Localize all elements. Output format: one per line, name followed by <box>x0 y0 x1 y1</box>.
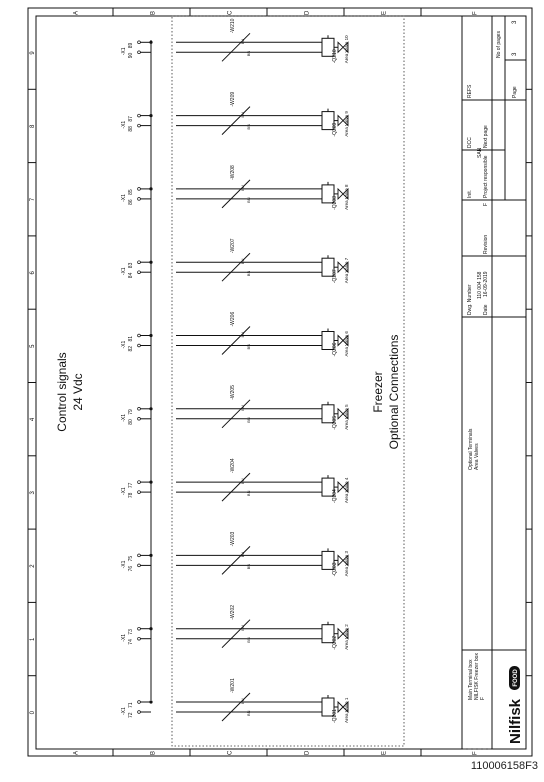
terminal-number-bottom: 78 <box>128 492 134 499</box>
cable-label: -W210 <box>230 18 236 34</box>
row-label-bottom-a: A <box>73 750 80 755</box>
valve-circuit-3 <box>121 531 349 576</box>
cable-label-wrap <box>230 165 236 180</box>
terminal-number-bottom-wrap <box>128 53 134 59</box>
terminal-number-bottom-wrap <box>128 126 134 132</box>
terminal-number-top: 87 <box>128 116 134 122</box>
valve-area-label: Area Valve 9 <box>344 111 349 137</box>
valve-circuit-2 <box>121 605 349 650</box>
wire-label-bn: BN <box>246 563 251 570</box>
main-box-line3: F <box>480 696 486 700</box>
valve-circuit-5 <box>121 385 349 430</box>
terminal-number-bottom: 76 <box>128 565 134 572</box>
terminal-number-bottom-wrap <box>128 346 134 352</box>
valve-tag: -Q206 <box>332 342 338 357</box>
terminal-bottom <box>138 271 141 274</box>
terminal-number-bottom: 74 <box>128 639 134 645</box>
cable-label: -W209 <box>230 91 236 107</box>
bus-junction-dot <box>149 627 152 630</box>
col-label-4-wrap <box>30 417 36 421</box>
terminal-strip-label: -X1 <box>121 414 127 422</box>
terminal-number-bottom: 90 <box>128 52 134 59</box>
terminal-number-top-wrap <box>128 189 134 195</box>
row-label-top-b: B <box>150 10 157 15</box>
row-label-top-d: D <box>304 10 311 15</box>
row-label-bottom-e: E <box>381 750 388 755</box>
valve-circuit-8 <box>121 165 349 210</box>
valve-tag: -Q205 <box>332 415 338 430</box>
valve-area-label: Area Valve 8 <box>344 184 349 210</box>
valve-tag-wrap <box>332 709 338 723</box>
terminal-number-bottom-wrap <box>128 272 134 278</box>
terminal-bottom <box>138 198 141 201</box>
valve-circuit-10 <box>121 18 349 63</box>
bus-junction-dot <box>149 261 152 264</box>
optional-terminals-line1: Optional Terminals <box>468 428 474 470</box>
wire-label-bn: BN <box>246 270 251 277</box>
valve-tag: -Q210 <box>332 49 338 64</box>
col-label-2-wrap <box>30 564 36 568</box>
terminal-strip-label: -X1 <box>121 120 127 129</box>
wire-label-bu-wrap <box>240 698 245 704</box>
cable-label: -W205 <box>230 385 236 400</box>
dwg-number-value: 110 004 158 <box>477 271 483 299</box>
terminal-strip-label-wrap <box>121 121 127 129</box>
cable-label: -W202 <box>230 604 236 620</box>
terminal-number-top: 75 <box>128 555 134 562</box>
wire-label-bu-wrap <box>240 39 245 45</box>
valve-circuit-6 <box>121 312 349 357</box>
cable-label-wrap <box>230 18 236 33</box>
valve-circuit-7 <box>121 238 349 283</box>
col-label-9-wrap <box>30 51 36 55</box>
next-page-label: Next page <box>483 125 489 148</box>
bus-junction-dot <box>149 481 152 484</box>
col-label-7-wrap <box>30 197 36 201</box>
terminal-number-bottom-wrap <box>128 639 134 645</box>
date-value: 16-09-2019 <box>483 271 489 297</box>
terminal-bottom <box>138 417 141 420</box>
valve-tag: -Q204 <box>332 489 338 504</box>
col-label-6: 6 <box>30 271 36 275</box>
cable-label-wrap <box>230 92 236 107</box>
main-box-line2: NILFISK Freezer box <box>474 653 480 700</box>
valve-area-label-wrap <box>344 35 349 63</box>
terminal-strip-label-wrap <box>121 47 127 55</box>
terminal-number-top-wrap <box>128 409 134 415</box>
terminal-bottom <box>138 344 141 347</box>
col-label-5-wrap <box>30 344 36 348</box>
cable-label-wrap <box>230 312 236 327</box>
wire-label-bu-wrap <box>240 552 245 558</box>
terminal-number-bottom-wrap <box>128 419 134 425</box>
valve-tag-wrap <box>332 269 338 283</box>
row-label-top-f: F <box>472 11 479 15</box>
control-signals-title: Control signals <box>55 352 69 432</box>
wire-label-bn: BN <box>246 490 251 497</box>
valve-tag-wrap <box>332 416 338 430</box>
row-label-top-f-wrap <box>473 11 479 15</box>
wire-label-bn-wrap <box>246 564 251 570</box>
valve-circuit-1 <box>121 678 349 723</box>
terminal-bottom <box>138 711 141 714</box>
valve-area-label: Area Valve 5 <box>344 404 349 430</box>
terminal-strip-label: -X1 <box>121 487 127 496</box>
row-label-top-d-wrap <box>305 10 311 15</box>
terminal-top <box>138 407 141 410</box>
page-number: 3 <box>512 52 518 56</box>
pages-label: No of pages <box>496 31 502 58</box>
wire-label-bn: BN <box>246 710 251 716</box>
cable-label-wrap <box>230 458 236 473</box>
wire-label-bu-wrap <box>240 332 245 338</box>
valve-area-label-wrap <box>344 184 349 210</box>
valve-area-label: Area Valve 3 <box>344 550 349 577</box>
wire-label-bn-wrap <box>246 51 251 57</box>
valve-area-label: Area Valve 7 <box>344 257 349 284</box>
col-label-7: 7 <box>30 197 36 202</box>
wire-label-bu-wrap <box>240 112 245 118</box>
freezer-subtitle: Optional Connections <box>387 334 401 450</box>
wire-label-bu: BU <box>240 625 245 631</box>
terminal-number-top: 83 <box>128 262 134 269</box>
bus-junction-dot <box>149 334 152 337</box>
valve-tag-wrap <box>332 342 338 356</box>
terminal-strip-label: -X1 <box>121 267 127 276</box>
valve-area-label-wrap <box>344 331 349 357</box>
terminal-number-bottom: 80 <box>128 419 134 425</box>
terminal-strip-label: -X1 <box>121 707 127 715</box>
terminal-number-top: 77 <box>128 482 134 489</box>
col-label-5: 5 <box>30 344 36 348</box>
wire-label-bu: BU <box>240 551 245 558</box>
wire-label-bu-wrap <box>240 625 245 631</box>
wire-label-bu-wrap <box>240 185 245 191</box>
terminal-number-bottom: 86 <box>128 199 134 205</box>
nilfisk-logo <box>507 666 524 744</box>
wire-label-bu: BU <box>240 185 245 191</box>
valve-circuit-4 <box>121 458 349 503</box>
cable-label: -W206 <box>230 311 236 327</box>
terminal-number-bottom-wrap <box>128 712 134 718</box>
terminal-strip-label: -X1 <box>121 340 127 349</box>
wire-label-bn-wrap <box>246 344 251 350</box>
terminal-top <box>138 701 141 704</box>
row-label-bottom-d: D <box>304 750 311 755</box>
terminal-number-bottom-wrap <box>128 566 134 572</box>
cable-label-wrap <box>230 605 236 620</box>
terminal-number-bottom: 84 <box>128 272 134 279</box>
bus-junction-dot <box>149 187 152 190</box>
wire-label-bu-wrap <box>240 405 245 411</box>
terminal-strip-label-wrap <box>121 560 127 568</box>
wire-label-bu: BU <box>240 478 245 485</box>
row-label-top-e-wrap <box>382 11 388 15</box>
bus-junction-dot <box>149 41 152 44</box>
row-label-bottom-e-wrap <box>382 751 388 755</box>
valve-tag-wrap <box>332 49 338 63</box>
bus-junction-dot <box>149 700 152 703</box>
terminal-number-bottom-wrap <box>128 492 134 498</box>
terminal-number-top-wrap <box>128 43 134 49</box>
document-reference: 110006158F3 <box>470 760 538 772</box>
freezer-note <box>371 335 401 450</box>
wire-label-bn-wrap <box>246 417 251 423</box>
wire-label-bn: BN <box>246 124 251 130</box>
valve-tag: -Q203 <box>332 562 338 577</box>
valve-area-label: Area Valve 4 <box>344 477 349 504</box>
project-responsible-value: SAN <box>477 147 483 158</box>
control-signals-voltage: 24 Vdc <box>71 373 85 411</box>
terminal-number-bottom: 82 <box>128 345 134 352</box>
cable-label: -W208 <box>230 165 236 180</box>
logo-text: Nilfisk <box>507 698 524 744</box>
row-label-top-c-wrap <box>228 10 234 15</box>
col-label-6-wrap <box>30 271 36 275</box>
valve-tag: -Q202 <box>332 635 338 650</box>
row-label-top-c: C <box>227 10 234 15</box>
refs-label: REFS <box>467 84 473 98</box>
col-label-3: 3 <box>30 491 36 495</box>
col-label-1-wrap <box>30 637 36 641</box>
cable-label-wrap <box>230 678 236 693</box>
valve-area-label: Area Valve 6 <box>344 331 349 357</box>
row-label-bottom-b: B <box>150 750 157 755</box>
valve-tag: -Q201 <box>332 709 338 723</box>
outer-frame <box>28 8 532 756</box>
terminal-top <box>138 261 141 264</box>
cable-label: -W203 <box>230 531 236 547</box>
col-label-1: 1 <box>30 637 36 642</box>
terminal-number-top: 73 <box>128 629 134 635</box>
terminal-top <box>138 41 141 44</box>
valve-area-label-wrap <box>344 404 349 430</box>
valve-tag-wrap <box>332 636 338 650</box>
terminal-strip-label-wrap <box>121 414 127 422</box>
title-block <box>462 16 526 749</box>
dcc-label: DCC <box>467 137 473 148</box>
terminal-number-top-wrap <box>128 556 134 562</box>
logo-badge-text: FOOD <box>513 669 519 687</box>
valve-tag-wrap <box>332 196 338 210</box>
valve-tag-wrap <box>332 489 338 503</box>
valve-area-label: Area Valve 10 <box>344 35 349 64</box>
wire-label-bu-wrap <box>240 478 245 484</box>
valve-circuit-9 <box>121 92 349 137</box>
col-label-0: 0 <box>30 711 36 715</box>
wire-label-bn-wrap <box>246 490 251 496</box>
terminal-top <box>138 627 141 630</box>
wire-label-bn-wrap <box>246 124 251 130</box>
wire-label-bn-wrap <box>246 637 251 643</box>
row-label-top-a-wrap <box>74 11 80 15</box>
bus-junction-dot <box>149 114 152 117</box>
pages-count: 3 <box>512 20 518 24</box>
wire-label-bu: BU <box>240 38 245 45</box>
wire-label-bn: BN <box>246 417 251 423</box>
valve-area-label: Area Valve 1 <box>344 697 349 723</box>
terminal-top <box>138 554 141 557</box>
wire-label-bu: BU <box>240 698 245 704</box>
init-label: Init. <box>467 189 473 198</box>
terminal-strip-label-wrap <box>121 194 127 202</box>
revision-value: F <box>483 202 489 206</box>
cable-label: -W204 <box>230 458 236 474</box>
bus-junction-dot <box>149 407 152 410</box>
terminal-strip-label-wrap <box>121 634 127 642</box>
valve-area-label-wrap <box>344 624 349 650</box>
terminal-number-top: 71 <box>128 702 134 708</box>
terminal-number-bottom: 88 <box>128 126 134 132</box>
row-label-top-b-wrap <box>151 11 157 15</box>
terminal-bottom <box>138 124 141 127</box>
wire-label-bu: BU <box>240 405 245 411</box>
main-box-line1: Main Terminal box <box>468 659 474 700</box>
terminal-strip-label: -X1 <box>121 47 127 56</box>
row-label-bottom-f: F <box>472 751 479 755</box>
valve-area-label: Area Valve 2 <box>344 624 349 650</box>
terminal-number-top-wrap <box>128 262 134 268</box>
valve-area-label-wrap <box>344 550 349 576</box>
row-label-bottom-f-wrap <box>473 751 479 755</box>
terminal-number-top: 89 <box>128 42 134 49</box>
terminal-number-top-wrap <box>128 702 134 708</box>
terminal-strip-label: -X1 <box>121 633 127 642</box>
valve-area-label-wrap <box>344 477 349 503</box>
valve-area-label-wrap <box>344 697 349 723</box>
wire-label-bn-wrap <box>246 271 251 277</box>
row-label-bottom-c: C <box>227 750 234 755</box>
project-responsible-label: Project responsible <box>483 155 489 198</box>
wire-label-bn-wrap <box>246 197 251 203</box>
row-label-bottom-b-wrap <box>151 751 157 755</box>
terminal-number-bottom: 72 <box>128 712 134 718</box>
cable-label: -W201 <box>230 678 236 693</box>
valve-area-label-wrap <box>344 111 349 137</box>
wire-label-bn: BN <box>246 343 251 350</box>
terminal-top <box>138 481 141 484</box>
terminal-strip-label: -X1 <box>121 194 127 202</box>
terminal-bottom <box>138 491 141 494</box>
terminal-strip-label-wrap <box>121 487 127 495</box>
terminal-number-top-wrap <box>128 482 134 488</box>
col-label-8-wrap <box>30 124 36 128</box>
terminal-strip-label-wrap <box>121 267 127 275</box>
date-label: Date <box>483 304 489 315</box>
terminal-number-top: 81 <box>128 335 134 342</box>
valve-tag-wrap <box>332 122 338 136</box>
bus-junction-dot <box>149 554 152 557</box>
valve-circuits <box>121 18 349 723</box>
row-label-top-e: E <box>381 10 388 15</box>
wire-label-bn: BN <box>246 50 251 57</box>
wire-label-bn: BN <box>246 637 251 643</box>
cable-label-wrap <box>230 531 236 546</box>
terminal-bottom <box>138 51 141 54</box>
valve-tag: -Q208 <box>332 195 338 210</box>
cable-label: -W207 <box>230 238 236 254</box>
terminal-strip-label-wrap <box>121 707 127 715</box>
control-signals-note <box>55 352 85 431</box>
wire-label-bu-wrap <box>240 259 245 265</box>
terminal-bottom <box>138 564 141 567</box>
terminal-number-top: 79 <box>128 409 134 415</box>
terminal-top <box>138 334 141 337</box>
wire-label-bu: BU <box>240 331 245 338</box>
zone-markers <box>28 8 532 756</box>
valve-tag: -Q209 <box>332 122 338 137</box>
terminal-strip-label: -X1 <box>121 560 127 569</box>
row-label-bottom-d-wrap <box>305 750 311 755</box>
terminal-number-top: 85 <box>128 189 134 195</box>
terminal-number-top-wrap <box>128 336 134 342</box>
col-label-4: 4 <box>30 417 36 422</box>
terminal-number-bottom-wrap <box>128 199 134 205</box>
col-label-3-wrap <box>30 490 36 494</box>
valve-tag: -Q207 <box>332 269 338 284</box>
terminal-strip-label-wrap <box>121 341 127 349</box>
terminal-bottom <box>138 637 141 640</box>
revision-label: Revision <box>483 234 489 254</box>
wire-label-bu: BU <box>240 258 245 265</box>
terminal-top <box>138 188 141 191</box>
freezer-title: Freezer <box>371 371 385 413</box>
terminal-top <box>138 114 141 117</box>
col-label-0-wrap <box>30 710 36 714</box>
col-label-2: 2 <box>30 564 36 568</box>
optional-terminals-line2: Area Valves <box>474 443 480 470</box>
cable-label-wrap <box>230 385 236 400</box>
cable-label-wrap <box>230 238 236 253</box>
row-label-bottom-c-wrap <box>228 750 234 755</box>
page-label: Page <box>512 86 518 98</box>
dwg-number-label: Dwg. Number <box>467 284 473 315</box>
valve-area-label-wrap <box>344 257 349 283</box>
wire-label-bn: BN <box>246 197 251 203</box>
col-label-9: 9 <box>30 51 36 55</box>
terminal-number-top-wrap <box>128 116 134 122</box>
row-label-top-a: A <box>73 10 80 15</box>
row-label-bottom-a-wrap <box>74 751 80 755</box>
wire-label-bn-wrap <box>246 710 251 716</box>
valve-tag-wrap <box>332 562 338 576</box>
wire-label-bu: BU <box>240 112 245 118</box>
terminal-number-top-wrap <box>128 629 134 635</box>
col-label-8: 8 <box>30 124 36 128</box>
